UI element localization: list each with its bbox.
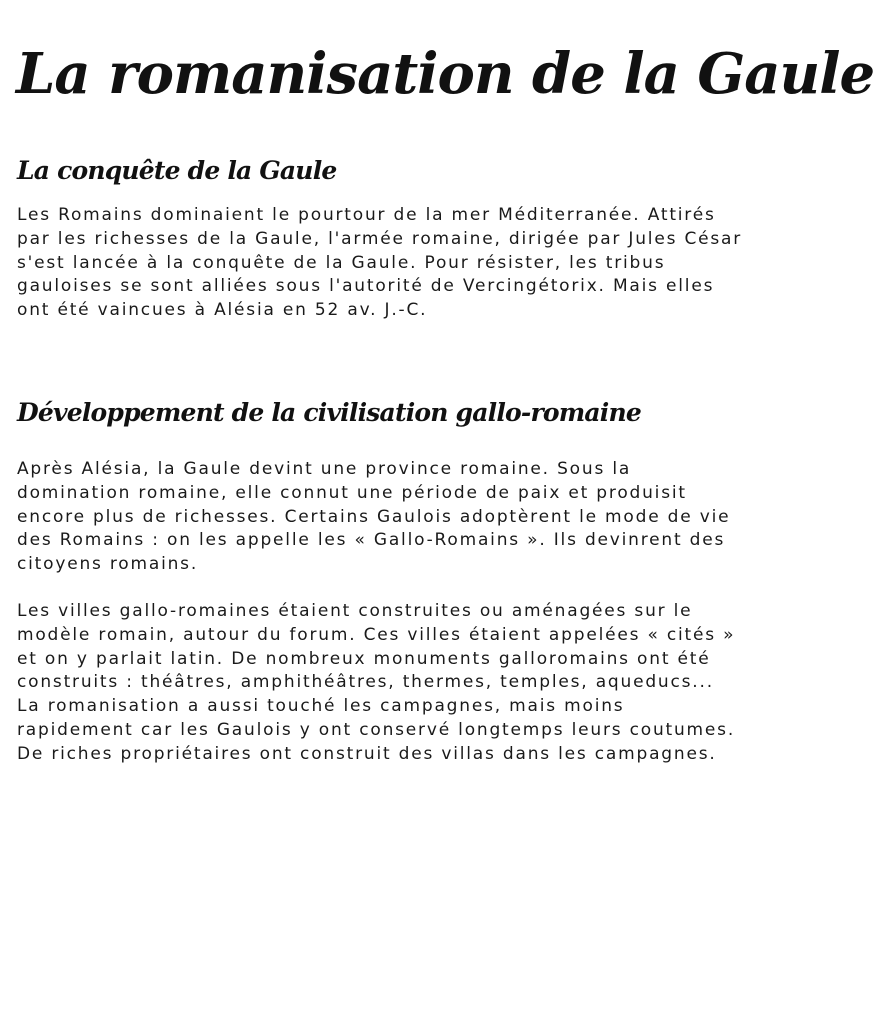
section-heading-conquete: La conquête de la Gaule [17,156,337,185]
document-title: La romanisation de la Gaule [16,41,874,107]
paragraph-villes-gallo-romaines: Les villes gallo-romaines étaient construites ou aménagées sur le modèle romain, autour du forum. Ces villes étaient appelées « cités » et on y parlait latin. De nombreux monuments galloromains ont été construits : théâtres, amphithéâtres, thermes, temples, aqueducs... La romanisation a aussi touché les campagnes, mais moins rapidement car les Gaulois y ont conservé longtemps leurs coutumes. De riches propriétaires ont construit des villas dans les campagnes. [17,601,736,764]
paragraph-province-romaine: Après Alésia, la Gaule devint une province romaine. Sous la domination romaine, elle connut une période de paix et produisit encore plus de richesses. Certains Gaulois adoptèrent le mode de vie des Romains : on les appelle les « Gallo-Romains ». Ils devinrent des citoyens romains. [17,459,731,575]
paragraph-conquete: Les Romains dominaient le pourtour de la mer Méditerranée. Attirés par les richesses de la Gaule, l'armée romaine, dirigée par Jules César s'est lancée à la conquête de la Gaule. Pour résister, les tribus gauloises se sont alliées sous l'autorité de Vercingétorix. Mais elles ont été vaincues à Alésia en 52 av. J.-C. [17,205,743,321]
section-heading-developpement: Développement de la civilisation gallo-romaine [17,398,641,427]
